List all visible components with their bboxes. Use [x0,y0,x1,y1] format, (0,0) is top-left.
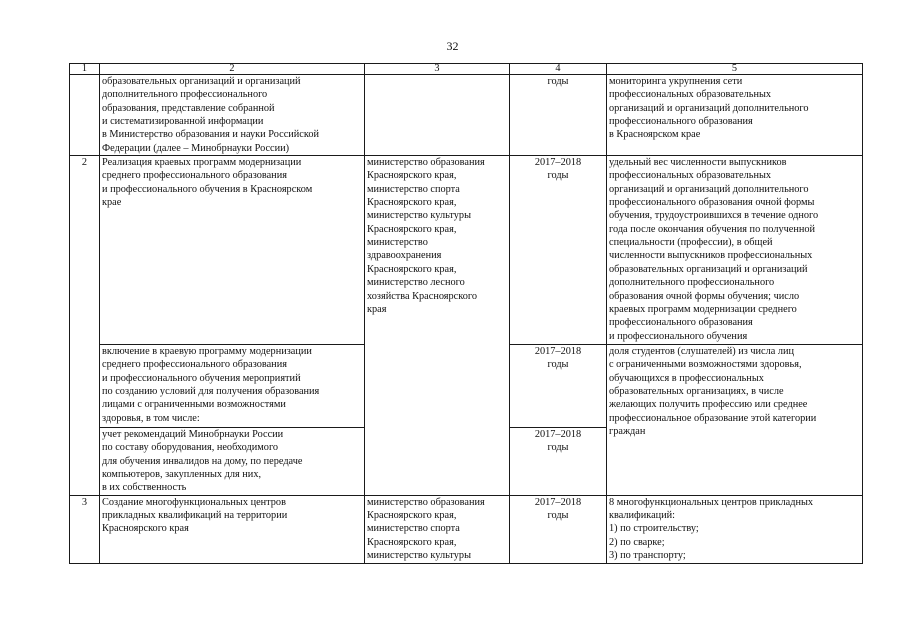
indicator-cell: удельный вес численности выпускников профессиональных образовательных организаций и организаций дополнительного профессионального образования очной формы обучения, трудоустроившихся в течение одного года после окончания обучения по полученной специальности (профессии), в общей численности выпускников профессиональных образовательных организаций и организаций дополнительного профессионального образования очной формы обучения; число краевых программ модернизации среднего профессионального образования и профессионального обучения [607,156,863,345]
years-cell: 2017–2018 годы [510,345,607,428]
activity-cell: образовательных организаций и организаций дополнительного профессионального образования, представление собранной и систематизированной информации в Министерство образования и науки Российской Федерации (далее – Минобрнауки России) [100,75,365,156]
page-number: 32 [446,39,459,53]
column-number-5: 5 [607,64,863,75]
table-row-continuation [70,75,863,156]
table-row-3 [70,495,863,563]
years-cell: 2017–2018 годы [510,428,607,496]
column-number-4: 4 [510,64,607,75]
executors-cell: министерство образования Красноярского края, министерство спорта Красноярского края, министерство культуры [365,495,510,563]
measures-table [69,63,863,564]
activity-cell: Реализация краевых программ модернизации среднего профессионального образования и профессионального обучения в Красноярском крае [100,156,365,345]
years-cell: 2017–2018 годы [510,495,607,563]
indicator-cell: 8 многофункциональных центров прикладных квалификаций: 1) по строительству; 2) по сварке; 3) по транспорту; [607,495,863,563]
column-number-1: 1 [70,64,100,75]
years-cell: годы [510,75,607,156]
activity-cell: включение в краевую программу модернизации среднего профессионального образования и профессионального обучения мероприятий по созданию условий для получения образования лицами с ограниченными возможностями здоровья, в том числе: [100,345,365,428]
row-number: 2 [70,156,100,496]
column-number-2: 2 [100,64,365,75]
years-cell: 2017–2018 годы [510,156,607,345]
activity-cell: Создание многофункциональных центров прикладных квалификаций на территории Красноярского края [100,495,365,563]
row-number [70,75,100,156]
executors-cell [365,75,510,156]
table-header-row [70,64,863,75]
executors-cell: министерство образования Красноярского края, министерство спорта Красноярского края, министерство культуры Красноярского края, министерство здравоохранения Красноярского края, министерство лесного хозяйства Красноярского края [365,156,510,496]
activity-cell: учет рекомендаций Минобрнауки России по составу оборудования, необходимого для обучения инвалидов на дому, по передаче компьютеров, закупленных для них, в их собственность [100,428,365,496]
indicator-cell: доля студентов (слушателей) из числа лиц с ограниченными возможностями здоровья, обучающихся в профессиональных образовательных организациях, в числе желающих получить профессию или среднее профессиональное образование этой категории граждан [607,345,863,496]
table-row-2 [70,156,863,345]
row-number: 3 [70,495,100,563]
column-number-3: 3 [365,64,510,75]
indicator-cell: мониторинга укрупнения сети профессиональных образовательных организаций и организаций дополнительного профессионального образования в Красноярском крае [607,75,863,156]
